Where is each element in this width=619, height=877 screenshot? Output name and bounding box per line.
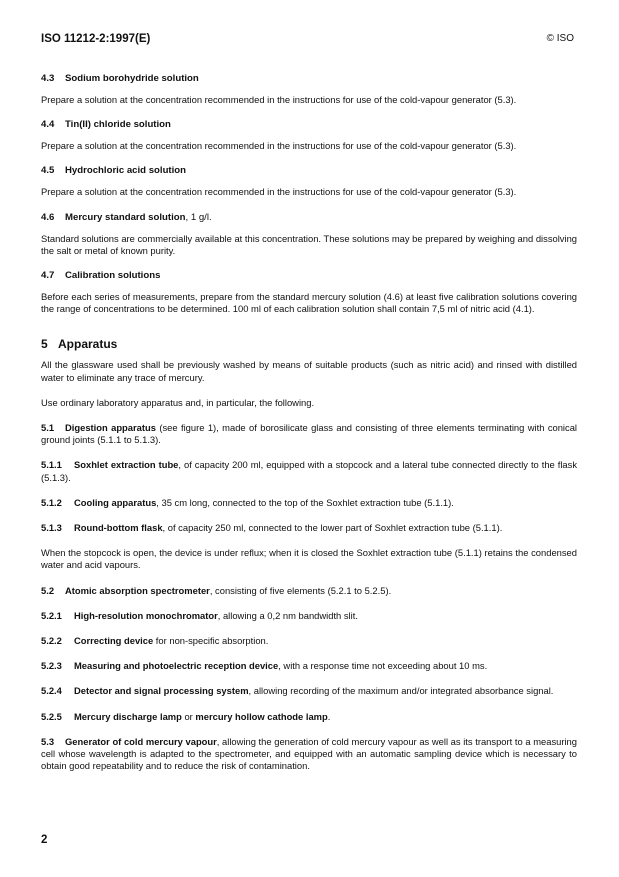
section-5-title: 5 Apparatus bbox=[41, 337, 118, 352]
paragraph-4-6: Standard solutions are commercially available at this concentration. These solutions may be prepared by weighing and dissolving the salt or metal of known purity. bbox=[41, 232, 577, 256]
paragraph-stopcock: When the stopcock is open, the device is under reflux; when it is closed the Soxhlet extraction tube (5.1.1) retains the condensed water and acid vapours. bbox=[41, 547, 577, 571]
page-number: 2 bbox=[41, 834, 48, 846]
heading-4-7: 4.7 Calibration solutions bbox=[41, 270, 161, 282]
item-5-2-5: 5.2.5 Mercury discharge lamp or mercury hollow cathode lamp. bbox=[41, 710, 331, 722]
item-5-2-2: 5.2.2 Correcting device for non-specific absorption. bbox=[41, 635, 269, 647]
item-5-1-1: 5.1.1 Soxhlet extraction tube, of capacity 200 ml, equipped with a stopcock and a lateral tube connected directly to the flask (5.1.3). bbox=[41, 459, 578, 483]
paragraph-5-ordinary: Use ordinary laboratory apparatus and, in particular, the following. bbox=[41, 396, 315, 408]
item-5-2-1: 5.2.1 High-resolution monochromator, allowing a 0,2 nm bandwidth slit. bbox=[41, 609, 358, 621]
item-5-2: 5.2 Atomic absorption spectrometer, consisting of five elements (5.2.1 to 5.2.5). bbox=[41, 584, 392, 596]
item-5-1-2: 5.1.2 Cooling apparatus, 35 cm long, connected to the top of the Soxhlet extraction tube (5.1.1). bbox=[41, 496, 454, 508]
item-5-1-3: 5.1.3 Round-bottom flask, of capacity 250 ml, connected to the lower part of Soxhlet extraction tube (5.1.1). bbox=[41, 522, 503, 534]
item-5-2-3: 5.2.3 Measuring and photoelectric reception device, with a response time not exceeding about 10 ms. bbox=[41, 660, 488, 672]
page-body bbox=[41, 73, 577, 785]
paragraph-4-7: Before each series of measurements, prepare from the standard mercury solution (4.6) at least five calibration solutions covering the range of concentrations to be determined. 100 ml of each calibration solution shall contain 7,5 ml of nitric acid (4.1). bbox=[41, 291, 577, 315]
paragraph-5-intro: All the glassware used shall be previously washed by means of suitable products (such as nitric acid) and rinsed with distilled water to eliminate any trace of mercury. bbox=[41, 359, 577, 383]
paragraph-4-4: Prepare a solution at the concentration recommended in the instructions for use of the cold-vapour generator (5.3). bbox=[41, 140, 517, 152]
heading-4-4: 4.4 Tin(II) chloride solution bbox=[41, 119, 171, 131]
heading-4-5: 4.5 Hydrochloric acid solution bbox=[41, 165, 187, 177]
copyright-mark: © ISO bbox=[546, 33, 574, 44]
item-5-3: 5.3 Generator of cold mercury vapour, allowing the generation of cold mercury vapour as well as its transport to a measuring cell whose wavelength is adapted to the spectrometer, and equipped with an automatic sampling device which is necessary to obtain good repeatability and to reduce the risk of contamination. bbox=[41, 735, 577, 772]
item-5-1: 5.1 Digestion apparatus (see figure 1), made of borosilicate glass and consisting of three elements terminating with conical ground joints (5.1.1 to 5.1.3). bbox=[41, 422, 577, 446]
heading-4-6: 4.6 Mercury standard solution, 1 g/l. bbox=[41, 211, 212, 223]
item-5-2-4: 5.2.4 Detector and signal processing system, allowing recording of the maximum and/or integrated absorbance signal. bbox=[41, 685, 554, 697]
standard-reference: ISO 11212-2:1997(E) bbox=[41, 33, 151, 45]
heading-4-3: 4.3 Sodium borohydride solution bbox=[41, 73, 199, 84]
paragraph-4-3: Prepare a solution at the concentration recommended in the instructions for use of the cold-vapour generator (5.3). bbox=[41, 94, 517, 105]
paragraph-4-5: Prepare a solution at the concentration recommended in the instructions for use of the cold-vapour generator (5.3). bbox=[41, 186, 517, 198]
